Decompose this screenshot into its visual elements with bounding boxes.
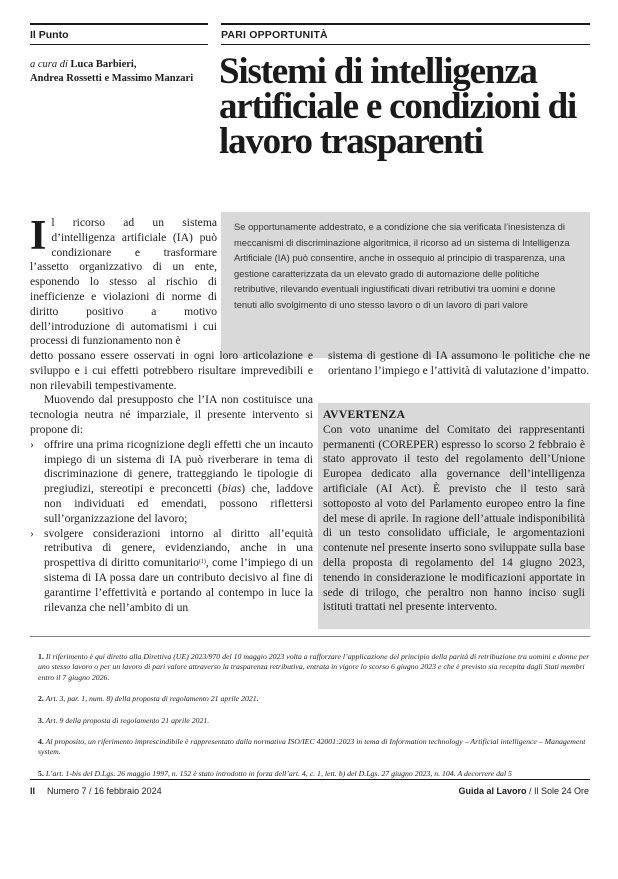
article-body-left (30, 349, 313, 615)
author-name-1: Luca Barbieri, (70, 59, 137, 70)
summary-box: Se opportunamente addestrato, e a condizione che sia verificata l’inesistenza di meccanismi di discriminazione algoritmica, il ricorso ad un sistema di Intelligenza Artificiale (IA) può consentire, anche in ossequio al principio di trasparenza, una gestione caratterizzata da un elevato grado di automazione delle politiche retributive, rilevando eventuali ingiustificati divari retributivi tra uomini e donne tenuti allo svolgimento di uno stesso lavoro o di un lavoro di pari valore (221, 212, 590, 358)
footnote-item: 1. Il riferimento è qui diretto alla Direttiva (UE) 2023/970 del 10 maggio 2023 volta a rafforzare l’applicazione del principio della parità di retribuzione tra uomini e donne per uno stesso lavoro o per un lavoro di pari valore attraverso la trasparenza retributiva, entrata in vigore lo scorso 6 giugno 2023 e che è previsto sia recepita dagli Stati membri entro il 7 giugno 2026. (38, 652, 590, 682)
footnotes-divider (30, 636, 590, 637)
article-headline: Sistemi di intelligenza artificiale e condizioni di lavoro trasparenti (219, 51, 577, 162)
footnotes (38, 652, 592, 790)
bullet-marker: › (30, 437, 34, 451)
article-body-right: sistema di gestione di IA assumono le politiche che ne orientano l’impiego e l’attività di valutazione d’impatto. (328, 349, 590, 377)
footer-issue (30, 786, 162, 796)
bullet-marker: › (30, 526, 34, 540)
issue-info: Numero 7 / 16 febbraio 2024 (47, 786, 162, 796)
list-item: › offrire una prima ricognizione degli effetti che un incauto impiego di un sistema di IA può riverberare in tema di discriminazione di genere, tratteggiando le tipologie di pregiudizi, stereotipi e preconcetti (bias) che, laddove non individuati ed emendati, possono riflettersi sull’organizzazione del lavoro; (30, 437, 313, 525)
footnote-item: 2. Art. 3, par. 1, num. 8) della proposta di regolamento 21 aprile 2021. (38, 694, 259, 704)
footnote-item: 3. Art. 9 della proposta di regolamento 21 aprile 2021. (38, 715, 210, 725)
footnote-ref[interactable]: (1) (198, 559, 206, 566)
paragraph-continuation: detto possano essere osservati in ogni loro articolazione e sviluppo e i cui effetti potrebbero risultare imprevedibili e non rilevabili tempestivamente. (30, 349, 313, 392)
footnote-item: 5. L’art. 1-bis del D.Lgs. 26 maggio 1997, n. 152 è stato introdotto in forza dell’art. 4, c. 1, lett. b) del D.Lgs. 27 giugno 2023, n. 104. A decorrere dal 5 (38, 768, 512, 778)
warning-box (318, 403, 590, 629)
publisher-name: / Il Sole 24 Ore (526, 786, 589, 796)
header-rule-right (221, 23, 590, 25)
header-rule-left (30, 23, 208, 25)
section-label: Il Punto (30, 29, 69, 41)
objectives-list (30, 438, 313, 616)
authors-byline (30, 58, 212, 85)
paragraph-intro: Muovendo dal presupposto che l’IA non costituisce una tecnologia neutra né imparziale, il presente intervento si propone di: (30, 393, 313, 436)
header-divider-left (30, 44, 208, 45)
list-item: › svolgere considerazioni intorno al diritto all’equità retributiva di genere, evidenziando, anche in una prospettiva di diritto comunitario$^{(1)}$, come l’impiego di un sistema di IA possa dare un contributo decisivo al fine di garantirne l’effettività e portando al contempo in luce la rilevanza che nell’ambito di un (30, 526, 313, 614)
article-lead (30, 213, 217, 349)
section-category: PARI OPPORTUNITÀ (221, 29, 328, 41)
footer-publication (458, 786, 589, 796)
lead-text: l ricorso ad un sistema d’intelligenza artificiale (IA) può condizionare e trasformare l’assetto organizzativo di un ente, esponendo lo stesso al rischio di inefficienze e violazioni di norme di diritto positivo a motivo dell’introduzione di automatismi i cui processi di funzionamento non è (30, 216, 217, 348)
publication-name: Guida al Lavoro (458, 786, 527, 796)
author-names-2: Andrea Rossetti e Massimo Manzari (30, 72, 194, 84)
page-number: II (30, 786, 36, 796)
drop-cap: I (30, 213, 47, 259)
footnote-item: 4. Al proposito, un riferimento imprescindibile è rappresentato dalla normativa ISO/IEC 42001:2023 in tema di Information technology – Artificial intelligence – Management system. (38, 737, 586, 757)
footer-divider (30, 779, 590, 780)
warning-title: AVVERTENZA (323, 408, 406, 421)
warning-body: Con voto unanime del Comitato dei rappresentanti permanenti (COREPER) espresso lo scorso 2 febbraio è stato approvato il testo del regolamento dell’Unione Europea dedicato alla governance dell’intelligenza artificiale (AI Act). È previsto che il testo sarà sottoposto al voto del Parlamento europeo entro la fine del mese di aprile. In ragione dell’attuale indisponibilità di un testo consolidato ufficiale, le argomentazioni contenute nel presente inserto sono sviluppate sulla base della proposta di regolamento del 14 giugno 2023, tenendo in considerazione le modificazioni apportate in sede di trilogo, che peraltro non hanno inciso sugli istituti trattati nel presente intervento. (323, 422, 585, 614)
header-divider-right (221, 44, 590, 45)
byline-prefix: a cura di (30, 59, 68, 70)
